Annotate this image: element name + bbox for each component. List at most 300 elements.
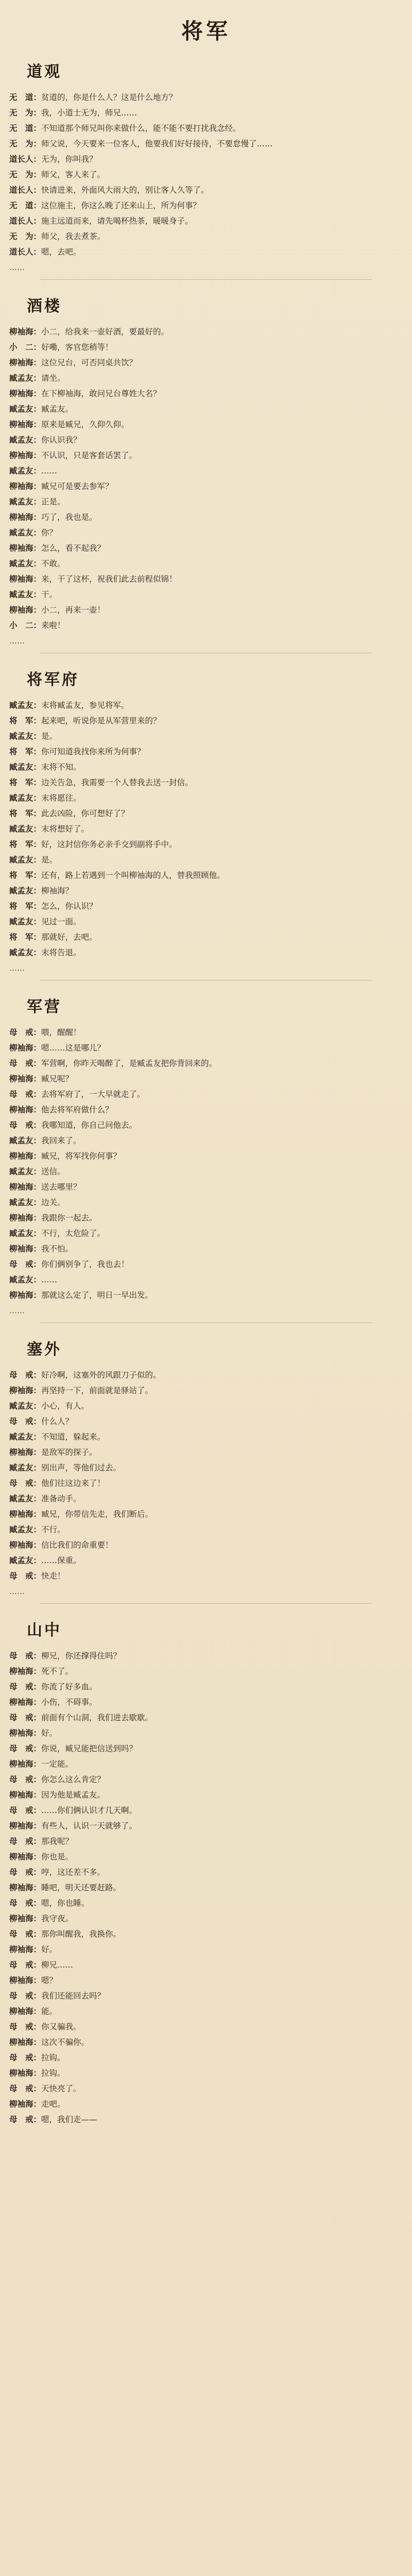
speaker-name: 母 戒： <box>9 1991 42 2001</box>
dialogue-line <box>9 1272 403 1287</box>
dialogue-line <box>9 1195 403 1210</box>
speaker-name: 柳袖海： <box>9 388 42 398</box>
speaker-name: 道长人： <box>9 154 42 164</box>
speaker-name: 母 戒： <box>9 1571 42 1581</box>
scene-heading: 道观 <box>27 63 62 81</box>
dialogue-text: 那我呢？ <box>41 1837 74 1846</box>
dialogue-line <box>9 386 403 401</box>
dialogue-line <box>9 945 403 960</box>
dialogue-line <box>9 1664 403 1679</box>
dialogue-text: 军营啊，你昨天喝醉了，是臧孟友把你背回来的。 <box>41 1059 217 1068</box>
speaker-name: 柳袖海： <box>9 574 42 584</box>
dialogue-line <box>9 2004 403 2019</box>
dialogue-text: 你流了好多血。 <box>41 1682 97 1691</box>
dialogue-text: 怎么，看不起我？ <box>41 544 106 553</box>
dialogue-text: 末将愿往。 <box>41 793 81 803</box>
speaker-name: 柳袖海： <box>9 1447 42 1457</box>
scene-section <box>9 293 403 653</box>
dialogue-text: 他们往这边来了！ <box>41 1479 106 1488</box>
scene-heading: 将军府 <box>27 671 79 689</box>
dialogue-text: 师父，客人来了。 <box>41 170 106 179</box>
dialogue-line <box>9 556 403 571</box>
dialogue-text: 来啦！ <box>41 621 65 630</box>
speaker-name: 无 道： <box>9 200 42 210</box>
speaker-name: 无 道： <box>9 123 42 133</box>
dialogue-line <box>9 463 403 479</box>
dialogue-text: 去将军府了，一大早就走了。 <box>41 1090 145 1099</box>
dialogue-text: 我不怕。 <box>41 1244 74 1253</box>
dialogue-text: ……你们俩认识才几天啊。 <box>41 1806 138 1815</box>
speaker-name: 柳袖海： <box>9 512 42 522</box>
speaker-name: 母 戒： <box>9 1929 42 1939</box>
dialogue-line <box>9 1241 403 1257</box>
dialogue-text: 睡吧，明天还要赶路。 <box>41 1883 122 1892</box>
dialogue-line <box>9 775 403 790</box>
dialogue-text: 臧兄，将军找你何事？ <box>41 1151 122 1161</box>
speaker-name: 臧孟友： <box>9 558 42 568</box>
speaker-name: 臧孟友： <box>9 1494 42 1503</box>
dialogue-text: 快请进来，外面风大雨大的，别让客人久等了。 <box>41 185 209 195</box>
dialogue-line <box>9 571 403 587</box>
speaker-name: 母 戒： <box>9 1259 42 1269</box>
speaker-name: 臧孟友： <box>9 762 42 772</box>
dialogue-text: 不行，太危险了。 <box>41 1229 106 1238</box>
speaker-name: 道长人： <box>9 185 42 195</box>
speaker-name: 柳袖海： <box>9 2037 42 2047</box>
dialogue-text: 有些人，认识一天就够了。 <box>41 1821 138 1831</box>
dialogue-text: 那就好，去吧。 <box>41 933 97 942</box>
speaker-name: 柳袖海： <box>9 1244 42 1253</box>
speaker-name: 臧孟友： <box>9 404 42 414</box>
speaker-name: 将 军： <box>9 777 42 787</box>
dialogue-text: 快走！ <box>41 1571 65 1581</box>
dialogue-line <box>9 899 403 914</box>
dialogue-line <box>9 1257 403 1272</box>
speaker-name: 臧孟友： <box>9 947 42 957</box>
dialogue-line <box>9 759 403 775</box>
speaker-name: 柳袖海： <box>9 450 42 460</box>
speaker-name: 母 戒： <box>9 2083 42 2093</box>
dialogue-text: 嗯，你也睡。 <box>41 1899 90 1908</box>
dialogue-line <box>9 401 403 417</box>
speaker-name: 柳袖海： <box>9 605 42 615</box>
dialogue-text: 好嘞，客官您稍等！ <box>41 343 113 352</box>
dialogue-text: 请坐。 <box>41 374 65 383</box>
dialogue-text: 正是。 <box>41 497 65 506</box>
dialogue-text: 小伤，不碍事。 <box>41 1698 97 1707</box>
speaker-name: 母 戒： <box>9 1774 42 1784</box>
speaker-name: 母 戒： <box>9 1027 42 1037</box>
dialogue-line <box>9 2096 403 2112</box>
speaker-name: 臧孟友： <box>9 373 42 383</box>
speaker-name: 无 为： <box>9 139 42 148</box>
scene-ellipsis: …… <box>9 963 25 973</box>
dialogue-text: 走吧。 <box>41 2099 65 2109</box>
dialogue-text: 臧孟友。 <box>41 404 74 414</box>
dialogue-text: 干。 <box>41 590 58 599</box>
speaker-name: 柳袖海： <box>9 358 42 367</box>
speaker-name: 道长人： <box>9 216 42 226</box>
dialogue-line <box>9 198 403 213</box>
dialogue-text: 能。 <box>41 2007 58 2016</box>
dialogue-text: 我哪知道，你自己问他去。 <box>41 1121 138 1130</box>
dialogue-text: 小二，给我来一壶好酒，要最好的。 <box>41 327 169 336</box>
speaker-name: 臧孟友： <box>9 886 42 895</box>
scene-section <box>9 59 403 280</box>
dialogue-line <box>9 1460 403 1476</box>
scene-ellipsis: …… <box>9 263 25 272</box>
speaker-name: 臧孟友： <box>9 497 42 506</box>
dialogue-line <box>9 1568 403 1584</box>
speaker-name: 将 军： <box>9 747 42 756</box>
dialogue-line <box>9 1710 403 1725</box>
dialogue-text: 你认识我？ <box>41 435 81 445</box>
scene-heading: 酒楼 <box>27 297 62 315</box>
speaker-name: 将 军： <box>9 839 42 849</box>
dialogue-text: 因为他是臧孟友。 <box>41 1790 106 1800</box>
speaker-name: 母 戒： <box>9 2053 42 2062</box>
dialogue-text: 末将臧孟友，参见将军。 <box>41 701 129 710</box>
dialogue-line <box>9 914 403 929</box>
dialogue-line <box>9 2050 403 2065</box>
dialogue-text: 哼，这还差不多。 <box>41 1868 106 1877</box>
dialogue-text: 喂，醒醒！ <box>41 1028 81 1037</box>
speaker-name: 无 为： <box>9 231 42 241</box>
speaker-name: 臧孟友： <box>9 1401 42 1411</box>
speaker-name: 柳袖海： <box>9 1074 42 1083</box>
dialogue-line <box>9 1880 403 1895</box>
dialogue-line <box>9 1772 403 1787</box>
dialogue-text: 你怎么这么肯定？ <box>41 1775 106 1784</box>
dialogue-line <box>9 525 403 540</box>
speaker-name: 柳袖海： <box>9 1852 42 1861</box>
speaker-name: 道长人： <box>9 247 42 257</box>
dialogue-text: 边关告急，我需要一个人替我去送一封信。 <box>41 778 193 787</box>
speaker-name: 柳袖海： <box>9 1821 42 1831</box>
dialogue-line <box>9 1367 403 1383</box>
dialogue-line <box>9 2065 403 2081</box>
dialogue-line <box>9 1679 403 1694</box>
dialogue-text: 还有，路上若遇到一个叫柳袖海的人，替我照顾他。 <box>41 871 225 880</box>
document-title: 将军 <box>181 19 231 44</box>
dialogue-line <box>9 1973 403 1988</box>
dialogue-line <box>9 1849 403 1865</box>
speaker-name: 无 道： <box>9 92 42 102</box>
dialogue-line <box>9 1834 403 1849</box>
dialogue-text: 前面有个山洞，我们进去歇歇。 <box>41 1713 153 1722</box>
dialogue-line <box>9 1102 403 1117</box>
dialogue-line <box>9 1725 403 1741</box>
dialogue-text: 死不了。 <box>41 1667 74 1676</box>
speaker-name: 母 戒： <box>9 1478 42 1488</box>
speaker-name: 母 戒： <box>9 1058 42 1068</box>
dialogue-text: 嗯，我们走—— <box>41 2115 97 2124</box>
speaker-name: 柳袖海： <box>9 481 42 491</box>
scene-ellipsis: …… <box>9 636 25 646</box>
dialogue-text: 你又骗我。 <box>41 2022 81 2031</box>
dialogue-line <box>9 432 403 448</box>
dialogue-text: 这位兄台，可否同桌共饮？ <box>41 358 138 367</box>
dialogue-line <box>9 1895 403 1911</box>
dialogue-line <box>9 1756 403 1772</box>
scene-section <box>9 994 403 1323</box>
dialogue-line <box>9 852 403 868</box>
dialogue-line <box>9 929 403 945</box>
speaker-name: 母 戒： <box>9 1960 42 1970</box>
dialogue-text: …… <box>41 466 58 476</box>
dialogue-text: 无为，你叫我？ <box>41 155 97 164</box>
dialogue-text: 好。 <box>41 1728 58 1738</box>
dialogue-line <box>9 229 403 244</box>
speaker-name: 母 戒： <box>9 1805 42 1815</box>
dialogue-line <box>9 151 403 167</box>
dialogue-line <box>9 2112 403 2127</box>
dialogue-text: 末将不知。 <box>41 762 81 772</box>
dialogue-line <box>9 790 403 806</box>
dialogue-line <box>9 1210 403 1226</box>
dialogue-line <box>9 1226 403 1241</box>
dialogue-text: 小心，有人。 <box>41 1401 90 1411</box>
dialogue-line <box>9 90 403 105</box>
dialogue-text: 不敢。 <box>41 559 65 568</box>
speaker-name: 母 戒： <box>9 1370 42 1380</box>
speaker-name: 柳袖海： <box>9 543 42 553</box>
scene-divider <box>40 1603 372 1604</box>
dialogue-text: 天快亮了。 <box>41 2084 81 2093</box>
dialogue-text: 你也是。 <box>41 1852 74 1861</box>
dialogue-text: 不知道，躲起来。 <box>41 1432 106 1442</box>
dialogue-line <box>9 167 403 182</box>
dialogue-line <box>9 1818 403 1834</box>
dialogue-line <box>9 105 403 121</box>
dialogue-text: 别出声，等他们过去。 <box>41 1463 122 1472</box>
dialogue-text: 什么人？ <box>41 1417 74 1426</box>
speaker-name: 臧孟友： <box>9 700 42 710</box>
dialogue-text: 贫道的，你是什么人？这是什么地方？ <box>41 93 177 102</box>
dialogue-text: 拉钩。 <box>41 2053 65 2062</box>
dialogue-text: 柳袖海？ <box>41 886 74 895</box>
dialogue-text: 这位施主，你这么晚了还来山上，所为何事？ <box>41 201 201 210</box>
speaker-name: 母 戒： <box>9 1743 42 1753</box>
speaker-name: 柳袖海： <box>9 1043 42 1053</box>
dialogue-line <box>9 1383 403 1398</box>
dialogue-line <box>9 1287 403 1303</box>
speaker-name: 柳袖海： <box>9 1182 42 1192</box>
dialogue-text: 好冷啊，这塞外的风跟刀子似的。 <box>41 1370 161 1380</box>
dialogue-line <box>9 587 403 602</box>
speaker-name: 母 戒： <box>9 1836 42 1846</box>
dialogue-text: 我们还能回去吗？ <box>41 1991 106 2001</box>
dialogue-line <box>9 821 403 837</box>
dialogue-text: 柳兄，你还撑得住吗？ <box>41 1651 122 1660</box>
speaker-name: 母 戒： <box>9 1713 42 1722</box>
speaker-name: 柳袖海： <box>9 1913 42 1923</box>
dialogue-line <box>9 1553 403 1568</box>
dialogue-text: 你？ <box>41 528 58 537</box>
speaker-name: 臧孟友： <box>9 1136 42 1145</box>
dialogue-text: 你可知道我找你来所为何事？ <box>41 747 145 756</box>
dialogue-line <box>9 1071 403 1087</box>
dialogue-text: 我回来了。 <box>41 1136 81 1145</box>
dialogue-line <box>9 2035 403 2050</box>
dialogue-line <box>9 1926 403 1942</box>
speaker-name: 将 军： <box>9 808 42 818</box>
speaker-name: 小 二： <box>9 620 42 630</box>
dialogue-text: 师父说，今天要来一位客人，他要我们好好接待，不要怠慢了…… <box>41 139 273 148</box>
scene-heading: 山中 <box>27 1621 62 1639</box>
dialogue-line <box>9 1787 403 1803</box>
dialogue-text: 我跟你一起去。 <box>41 1213 97 1223</box>
dialogue-line <box>9 883 403 899</box>
scene-section <box>9 667 403 980</box>
dialogue-text: 起来吧，听说你是从军营里来的？ <box>41 716 161 725</box>
dialogue-line <box>9 1164 403 1179</box>
dialogue-line <box>9 213 403 229</box>
dialogue-line <box>9 340 403 355</box>
dialogue-text: 来，干了这杯，祝我们此去前程似锦！ <box>41 574 177 584</box>
dialogue-text: 施主远道而来，请先喝杯热茶，暖暖身子。 <box>41 216 193 226</box>
dialogue-line <box>9 2081 403 2096</box>
dialogue-text: 再坚持一下，前面就是驿站了。 <box>41 1386 153 1395</box>
dialogue-text: 是敌军的探子。 <box>41 1448 97 1457</box>
speaker-name: 母 戒： <box>9 1089 42 1099</box>
dialogue-line <box>9 1957 403 1973</box>
dialogue-text: 嗯，去吧。 <box>41 247 81 257</box>
dialogue-text: 我守夜。 <box>41 1914 74 1923</box>
speaker-name: 柳袖海： <box>9 419 42 429</box>
speaker-name: 柳袖海： <box>9 1385 42 1395</box>
dialogue-line <box>9 448 403 463</box>
dialogue-line <box>9 698 403 713</box>
dialogue-text: 边关。 <box>41 1198 65 1207</box>
speaker-name: 无 为： <box>9 108 42 117</box>
scene-heading: 军营 <box>27 998 62 1016</box>
speaker-name: 母 戒： <box>9 1651 42 1660</box>
dialogue-text: 见过一面。 <box>41 917 81 926</box>
dialogue-text: 臧兄，你带信先走，我们断后。 <box>41 1510 153 1519</box>
scene-section <box>9 1336 403 1604</box>
dialogue-line <box>9 618 403 633</box>
speaker-name: 小 二： <box>9 342 42 352</box>
dialogue-text: 小二，再来一壶！ <box>41 605 106 615</box>
dialogue-line <box>9 1476 403 1491</box>
dialogue-line <box>9 136 403 151</box>
dialogue-line <box>9 713 403 728</box>
dialogue-line <box>9 1056 403 1071</box>
scene-ellipsis: …… <box>9 1587 25 1596</box>
speaker-name: 臧孟友： <box>9 528 42 537</box>
dialogue-line <box>9 1522 403 1537</box>
speaker-name: 母 戒： <box>9 2022 42 2031</box>
dialogue-text: 怎么，你认识？ <box>41 902 97 911</box>
dialogue-line <box>9 324 403 340</box>
dialogue-text: …… <box>41 1275 58 1284</box>
speaker-name: 母 戒： <box>9 1682 42 1691</box>
speaker-name: 无 为： <box>9 170 42 179</box>
speaker-name: 臧孟友： <box>9 917 42 926</box>
speaker-name: 柳袖海： <box>9 1213 42 1223</box>
speaker-name: 柳袖海： <box>9 327 42 336</box>
scene-section <box>9 1617 403 2127</box>
dialogue-line <box>9 806 403 821</box>
dialogue-text: 柳兄…… <box>41 1960 74 1970</box>
speaker-name: 臧孟友： <box>9 1432 42 1442</box>
dialogue-text: 那就这么定了，明日一早出发。 <box>41 1291 153 1300</box>
dialogue-line <box>9 2019 403 2035</box>
speaker-name: 母 戒： <box>9 1120 42 1130</box>
speaker-name: 柳袖海： <box>9 1728 42 1738</box>
speaker-name: 柳袖海： <box>9 1975 42 1985</box>
dialogue-line <box>9 121 403 136</box>
dialogue-text: 你说，臧兄能把信送到吗？ <box>41 1744 138 1753</box>
dialogue-line <box>9 355 403 370</box>
speaker-name: 母 戒： <box>9 2114 42 2124</box>
dialogue-line <box>9 1087 403 1102</box>
dialogue-line <box>9 479 403 494</box>
speaker-name: 臧孟友： <box>9 824 42 834</box>
dialogue-line <box>9 1911 403 1926</box>
dialogue-line <box>9 1865 403 1880</box>
dialogue-text: 好，这封信你务必亲手交到副将手中。 <box>41 840 177 849</box>
dialogue-line <box>9 1414 403 1429</box>
dialogue-text: 原来是臧兄，久仰久仰。 <box>41 420 129 429</box>
dialogue-text: 送去哪里？ <box>41 1182 81 1192</box>
dialogue-line <box>9 1648 403 1664</box>
scene-ellipsis: …… <box>9 1306 25 1315</box>
scenes-container <box>9 59 403 2127</box>
speaker-name: 臧孟友： <box>9 466 42 476</box>
dialogue-line <box>9 494 403 510</box>
speaker-name: 柳袖海： <box>9 2068 42 2078</box>
dialogue-line <box>9 1429 403 1445</box>
dialogue-line <box>9 182 403 198</box>
dialogue-line <box>9 370 403 386</box>
dialogue-line <box>9 1117 403 1133</box>
speaker-name: 柳袖海： <box>9 1944 42 1954</box>
dialogue-line <box>9 417 403 432</box>
dialogue-text: 不行。 <box>41 1525 65 1534</box>
dialogue-text: 此去凶险，你可想好了？ <box>41 809 129 818</box>
speaker-name: 将 军： <box>9 901 42 911</box>
speaker-name: 母 戒： <box>9 1898 42 1908</box>
dialogue-line <box>9 837 403 852</box>
dialogue-text: 臧兄可是要去参军？ <box>41 482 113 491</box>
speaker-name: 母 戒： <box>9 1867 42 1877</box>
dialogue-line <box>9 244 403 260</box>
dialogue-text: 是。 <box>41 855 58 865</box>
speaker-name: 臧孟友： <box>9 1524 42 1534</box>
dialogue-line <box>9 1803 403 1818</box>
speaker-name: 将 军： <box>9 870 42 880</box>
scene-heading: 塞外 <box>27 1341 62 1359</box>
speaker-name: 柳袖海： <box>9 1509 42 1519</box>
dialogue-text: 拉钩。 <box>41 2069 65 2078</box>
scene-divider <box>40 279 372 280</box>
speaker-name: 臧孟友： <box>9 1275 42 1284</box>
dialogue-text: 不认识，只是客套话罢了。 <box>41 451 138 460</box>
dialogue-text: 末将想好了。 <box>41 824 90 834</box>
speaker-name: 柳袖海： <box>9 1290 42 1300</box>
dialogue-text: 嗯？ <box>41 1976 58 1985</box>
dialogue-line <box>9 1133 403 1148</box>
dialogue-text: 末将告退。 <box>41 948 81 957</box>
dialogue-text: 不知道那个师兄叫你来做什么，能不能不要打扰我念经。 <box>41 124 241 133</box>
speaker-name: 柳袖海： <box>9 1666 42 1676</box>
dialogue-line <box>9 1988 403 2004</box>
dialogue-text: ……保重。 <box>41 1556 81 1565</box>
speaker-name: 柳袖海： <box>9 1883 42 1892</box>
speaker-name: 柳袖海： <box>9 2099 42 2109</box>
